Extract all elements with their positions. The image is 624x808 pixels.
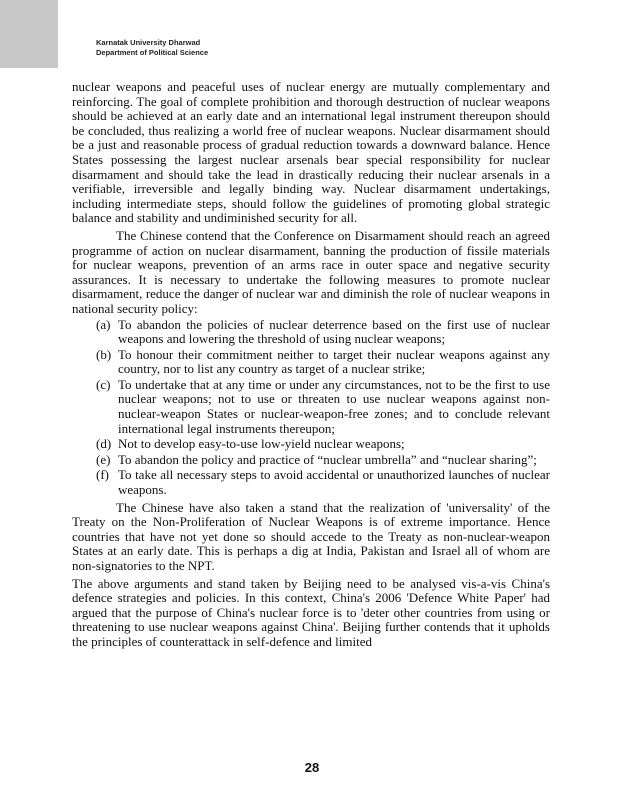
list-item-text: To take all necessary steps to avoid accidental or unauthorized launches of nuclear weapons. <box>118 467 550 498</box>
body-text <box>72 80 550 650</box>
paragraph: The Chinese have also taken a stand that the realization of 'universality' of the Treaty on the Non-Proliferation of Nuclear Weapons is of extreme importance. Hence countries that have not yet done so should accede to the Treaty as non-nuclear-weapon States at an early date. This is perhaps a dig at India, Pakistan and Israel all of whom are non-signatories to the NPT. <box>72 499 550 573</box>
header-gray-tab <box>0 0 58 68</box>
list-item <box>72 468 550 497</box>
list-item-text: To honour their commitment neither to target their nuclear weapons against any country, nor to list any country as target of a nuclear strike; <box>118 346 550 377</box>
list-item-text: To abandon the policy and practice of “nuclear umbrella” and “nuclear sharing”; <box>118 451 537 467</box>
list-item-label: (c) <box>96 376 111 392</box>
list-item-text: To abandon the policies of nuclear deterrence based on the first use of nuclear weapons and lowering the threshold of using nuclear weapons; <box>118 316 550 347</box>
paragraph: The Chinese contend that the Conference on Disarmament should reach an agreed programme of action on nuclear disarmament, banning the production of fissile materials for nuclear weapons, prevention of an arms race in outer space and negative security assurances. It is necessary to undertake the following measures to promote nuclear disarmament, reduce the danger of nuclear war and diminish the role of nuclear weapons in national security policy: <box>72 227 550 316</box>
list-item <box>72 453 550 468</box>
list-item-label: (f) <box>96 467 109 483</box>
department-name: Department of Political Science <box>96 47 209 57</box>
university-name: Karnatak University Dharwad <box>96 38 201 47</box>
list-item-text: To undertake that at any time or under any circumstances, not to be the first to use nuclear weapons; not to use or threaten to use nuclear weapons against non-nuclear-weapon States or nuclear-weapon-free zones; and to conclude relevant international legal instruments thereupon; <box>118 376 550 436</box>
list-item-label: (b) <box>96 346 112 362</box>
list-item-text: Not to develop easy-to-use low-yield nuclear weapons; <box>118 436 405 452</box>
list-item-label: (e) <box>96 451 111 467</box>
list-item <box>72 378 550 436</box>
paragraph: The above arguments and stand taken by Beijing need to be analysed vis-a-vis China's defence strategies and policies. In this context, China's 2006 'Defence White Paper' had argued that the purpose of China's nuclear force is to 'deter other countries from using or threatening to use nuclear weapons against China'. Beijing further contends that it upholds the principles of counterattack in self-defence and limited <box>72 575 550 649</box>
page-number: 28 <box>304 760 320 775</box>
page-header <box>96 38 208 57</box>
list-item <box>72 348 550 377</box>
paragraph: nuclear weapons and peaceful uses of nuclear energy are mutually complementary and reinforcing. The goal of complete prohibition and thorough destruction of nuclear weapons should be achieved at an early date and an international legal instrument thereupon should be concluded, thus realizing a world free of nuclear weapons. Nuclear disarmament should be a just and reasonable process of gradual reduction towards a downward balance. Hence States possessing the largest nuclear arsenals bear special responsibility for nuclear disarmament and should take the lead in drastically reducing their nuclear arsenals in a verifiable, irreversible and legally binding way. Nuclear disarmament undertakings, including intermediate steps, should follow the guidelines of promoting global strategic balance and stability and undiminished security for all. <box>72 79 550 226</box>
measures-list <box>72 318 550 498</box>
list-item <box>72 437 550 452</box>
list-item-label: (d) <box>96 436 112 452</box>
list-item <box>72 318 550 347</box>
list-item-label: (a) <box>96 316 111 332</box>
